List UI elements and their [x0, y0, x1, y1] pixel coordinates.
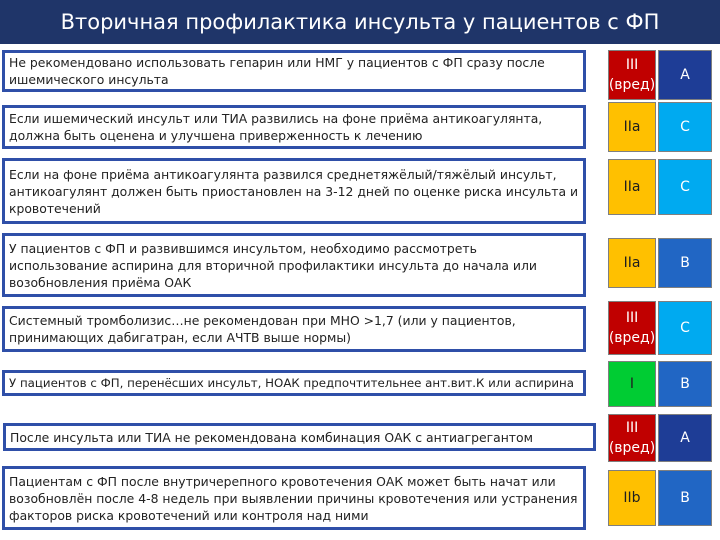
- class-badge: IIa: [608, 102, 656, 152]
- level-badge: C: [658, 301, 712, 355]
- recommendation-text: Пациентам с ФП после внутричерепного кровотечения ОАК может быть начат или возобновлён после 4-8 недель при выявлении причины кровотечения или устранения факторов риска кровотечений или контроля над ними: [2, 466, 586, 530]
- recommendation-text: Если ишемический инсульт или ТИА развились на фоне приёма антикоагулянта, должна быть оценена и улучшена приверженность к лечению: [2, 105, 586, 149]
- recommendation-text: Если на фоне приёма антикоагулянта развился среднетяжёлый/тяжёлый инсульт, антикоагулянт должен быть приостановлен на 3-12 дней по оценке риска инсульта и кровотечений: [2, 158, 586, 224]
- class-badge: III (вред): [608, 301, 656, 355]
- recommendation-text: Системный тромболизис…не рекомендован при МНО >1,7 (или у пациентов, принимающих дабигатран, если АЧТВ выше нормы): [2, 306, 586, 352]
- level-badge: A: [658, 50, 712, 100]
- level-badge: B: [658, 361, 712, 407]
- class-badge: IIb: [608, 470, 656, 526]
- title-bar: [0, 0, 720, 44]
- recommendation-text: Не рекомендовано использовать гепарин или НМГ у пациентов с ФП сразу после ишемического инсульта: [2, 50, 586, 92]
- page-title: Вторичная профилактика инсульта у пациентов с ФП: [60, 10, 660, 34]
- level-badge: B: [658, 238, 712, 288]
- level-badge: A: [658, 414, 712, 462]
- level-badge: B: [658, 470, 712, 526]
- level-badge: C: [658, 159, 712, 215]
- class-badge: IIa: [608, 159, 656, 215]
- class-badge: III (вред): [608, 414, 656, 462]
- class-badge: IIa: [608, 238, 656, 288]
- recommendation-text: У пациентов с ФП и развившимся инсультом, необходимо рассмотреть использование аспирина для вторичной профилактики инсульта до начала или возобновления приёма ОАК: [2, 233, 586, 297]
- level-badge: C: [658, 102, 712, 152]
- class-badge: I: [608, 361, 656, 407]
- recommendation-text: У пациентов с ФП, перенёсших инсульт, НОАК предпочтительнее ант.вит.К или аспирина: [2, 370, 586, 396]
- recommendation-text: После инсульта или ТИА не рекомендована комбинация ОАК с антиагрегантом: [3, 423, 596, 451]
- class-badge: III (вред): [608, 50, 656, 100]
